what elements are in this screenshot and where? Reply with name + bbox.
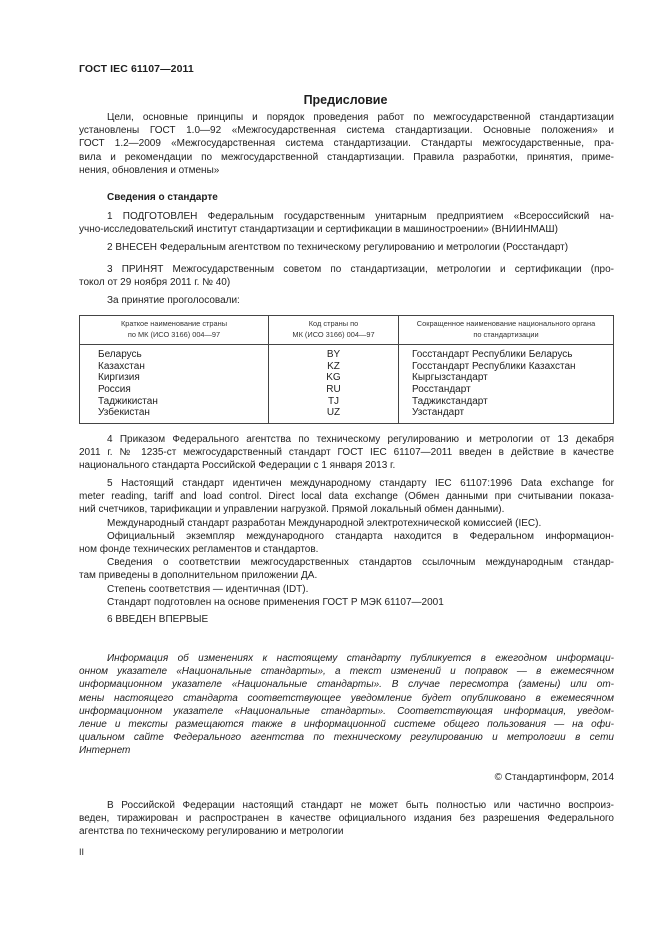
text-line: 6 ВВЕДЕН ВПЕРВЫЕ (107, 614, 209, 625)
table-cell: UZ (326, 407, 341, 419)
intro-paragraph (79, 111, 614, 177)
table-header-body (399, 316, 614, 345)
text-line: агентства по техническому регулированию и метрологии (79, 826, 344, 838)
text-line: meter reading, tariff and load control. Direct local data exchange (Обмен данными при считывании показа- (79, 491, 614, 503)
table-cell: Беларусь (98, 349, 142, 361)
text-line: 3 ПРИНЯТ Межгосударственным советом по стандартизации, метрологии и сертификации (про- (107, 264, 614, 275)
table-cell: Госстандарт Республики Казахстан (412, 360, 576, 372)
code-column (269, 345, 399, 424)
text-line: 5 Настоящий стандарт идентичен международному стандарту IEC 61107:1996 Data exchange for (107, 478, 614, 489)
table-cell: KZ (327, 360, 340, 372)
text-line: Официальный экземпляр международного стандарта находится в Федеральном информацион- (107, 530, 614, 542)
text-line: Международный стандарт разработан Международной электротехнической комиссией (IEC). (107, 517, 542, 529)
text-line: 2 ВНЕСЕН Федеральным агентством по техническому регулированию и метрологии (Росстандарт) (107, 242, 569, 253)
table-cell: BY (326, 349, 341, 361)
table-cell: RU (326, 383, 341, 395)
table-cell: Казахстан (98, 360, 145, 372)
table-header-code (269, 316, 399, 345)
text-line: Степень соответствия — идентичная (IDT). (107, 583, 309, 595)
text-line: установлены ГОСТ 1.0—92 «Межгосударственная система стандартизации. Основные положения» и (79, 125, 614, 137)
text-line: Стандарт подготовлен на основе применения ГОСТ Р МЭК 61107—2001 (107, 596, 444, 608)
item-1 (79, 210, 614, 236)
table-header-row (80, 316, 614, 345)
text-line: Сведения о соответствии межгосударственных стандартов ссылочным международным стандар- (107, 557, 614, 569)
header-line: МК (ИСО 3166) 004—97 (292, 329, 375, 339)
item-4 (79, 433, 614, 473)
text-line: 2011 г. № 1235-ст межгосударственный стандарт ГОСТ IEC 61107—2011 введен в действие в качестве (79, 447, 614, 459)
table-cell: Таджикстандарт (412, 395, 488, 407)
table-cell: KG (326, 372, 341, 384)
text-line: циальном сайте Федерального агентства по техническому регулированию и метрологии в сети (79, 732, 614, 744)
header-line: Краткое наименование страны (120, 319, 228, 328)
voted-label (79, 294, 614, 307)
header-line: по МК (ИСО 3166) 004—97 (127, 329, 221, 339)
table-cell: Киргизия (98, 372, 140, 384)
item-3 (79, 263, 614, 289)
text-line: учно-исследовательский институт стандартизации и сертификации в машиностроении» (ВНИИНМАШ) (79, 224, 558, 236)
document-header: ГОСТ IEC 61107—2011 (79, 63, 194, 75)
text-line: токол от 29 ноября 2011 г. № 40) (79, 277, 231, 289)
text-line: информационном указателе «Национальные стандарты». Соответствующая информация, уведом- (79, 705, 614, 717)
text-line: Информация об изменениях к настоящему стандарту публикуется в ежегодном информаци- (107, 653, 614, 664)
legal-paragraph (79, 799, 614, 839)
text-line: вила и рекомендации по межгосударственной стандартизации. Правила разработки, принятия, приме- (79, 151, 614, 163)
text-line: онном указателе «Национальные стандарты», а текст изменений и поправок — в ежемесячном (79, 666, 614, 678)
text-line: информационном указателе «Национальные стандарты». В случае пересмотра (замены) или от- (79, 679, 614, 691)
notice-paragraph (79, 652, 614, 758)
text-line: Интернет (79, 745, 131, 757)
table-body-row (80, 345, 614, 424)
text-line: 4 Приказом Федерального агентства по техническому регулированию и метрологии от 13 декабря (107, 434, 614, 445)
item-5 (79, 477, 614, 609)
header-line: Код страны по (308, 319, 359, 328)
text-line: Цели, основные принципы и порядок проведения работ по межгосударственной стандартизации (107, 112, 614, 123)
header-line: по стандартизации (473, 329, 539, 339)
text-line: там приведены в дополнительном приложении ДА. (79, 570, 318, 582)
text-line: веден, тиражирован и распространен в качестве официального издания без разрешения Федерального (79, 813, 614, 825)
table-cell: Таджикистан (98, 395, 158, 407)
page-number: II (79, 847, 85, 857)
text-line: ГОСТ 1.2—2009 «Межгосударственная система стандартизации. Стандарты межгосударственные, пра- (79, 138, 614, 150)
table-cell: TJ (327, 395, 340, 407)
table-header-country (80, 316, 269, 345)
table-cell: Госстандарт Республики Беларусь (412, 349, 573, 361)
info-heading (79, 191, 614, 204)
body-column (399, 345, 614, 424)
table-cell: Кыргызстандарт (412, 372, 488, 384)
heading-text: Сведения о стандарте (107, 192, 218, 203)
country-column (80, 345, 269, 424)
text-line: ление и тексты размещаются также в информационной системе общего пользования — на офи- (79, 719, 614, 731)
text-line: нения, обновления и отмены» (79, 164, 220, 176)
text-line: ном фонде технических регламентов и стандартов. (79, 544, 319, 556)
text-line: национального стандарта Российской Федерации с 1 января 2013 г. (79, 460, 396, 472)
item-2 (79, 241, 614, 254)
copyright: © Стандартинформ, 2014 (494, 772, 614, 783)
header-line: Сокращенное наименование национального органа (416, 319, 596, 328)
text-line: мены настоящего стандарта соответствующее уведомление будет опубликовано в ежемесячном (79, 692, 614, 704)
item-6 (79, 613, 614, 626)
table-cell: Узбекистан (98, 407, 150, 419)
text-line: 1 ПОДГОТОВЛЕН Федеральным государственным унитарным предприятием «Всероссийский на- (107, 211, 614, 222)
table-cell: Россия (98, 383, 131, 395)
text-line: ний счетчиков, тарификации и управлении нагрузкой. Прямой локальный обмен данными). (79, 504, 505, 516)
page-title: Предисловие (303, 93, 388, 107)
text-line: В Российской Федерации настоящий стандарт не может быть полностью или частично воспроиз- (107, 800, 614, 811)
label-text: За принятие проголосовали: (107, 295, 240, 306)
table-cell: Росстандарт (412, 383, 471, 395)
table-cell: Узстандарт (412, 407, 465, 419)
voting-table (79, 315, 614, 424)
